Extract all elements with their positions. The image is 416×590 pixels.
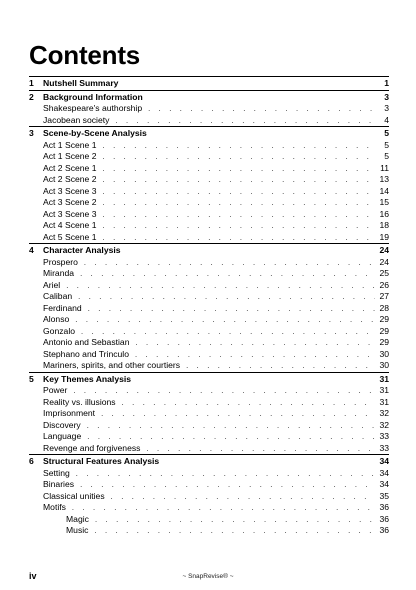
entry-page: 27 — [379, 291, 389, 301]
entry-page: 19 — [379, 231, 389, 242]
entry-page: 14 — [379, 185, 389, 196]
entry-page: 18 — [379, 220, 389, 230]
entry-page: 13 — [379, 174, 389, 184]
entry-page: 36 — [379, 502, 389, 512]
entry-title: Antonio and Sebastian — [43, 337, 130, 347]
dot-leader — [94, 525, 375, 537]
subentry-title: Magic — [66, 513, 89, 524]
entry-page: 30 — [379, 360, 389, 370]
entry-title: Reality vs. illusions — [43, 396, 116, 407]
dot-leader — [103, 140, 375, 152]
section-page: 1 — [384, 78, 389, 88]
dot-leader — [122, 397, 375, 409]
toc-entry[interactable] — [29, 186, 389, 198]
toc-entry[interactable] — [29, 360, 389, 372]
page-title: Contents — [29, 40, 141, 70]
section-title: Background Information — [43, 91, 143, 102]
entry-title: Act 3 Scene 3 — [43, 208, 97, 219]
dot-leader — [111, 491, 375, 503]
entry-title: Alonso — [43, 314, 70, 324]
entry-page: 32 — [379, 408, 389, 418]
dot-leader — [80, 479, 375, 491]
dot-leader — [103, 186, 375, 198]
entry-title: Act 1 Scene 1 — [43, 139, 97, 150]
entry-title: Act 3 Scene 3 — [43, 185, 97, 196]
toc-entry[interactable] — [29, 431, 389, 443]
entry-title: Prospero — [43, 256, 78, 267]
footer-brand: ~ SnapRevise® ~ — [182, 573, 234, 580]
entry-title: Ferdinand — [43, 302, 82, 313]
section-heading[interactable] — [29, 91, 389, 104]
toc-entry[interactable] — [29, 174, 389, 186]
entry-title: Revenge and forgiveness — [43, 442, 141, 453]
subentry-page: 36 — [379, 513, 389, 524]
dot-leader — [135, 337, 375, 349]
subentry-title: Music — [66, 525, 89, 535]
toc-entry[interactable] — [29, 491, 389, 503]
entry-page: 26 — [379, 279, 389, 290]
section-page: 24 — [379, 245, 389, 255]
section-heading[interactable] — [29, 127, 389, 140]
toc-section — [29, 90, 389, 127]
entry-title: Motifs — [43, 502, 66, 512]
section-number: 6 — [29, 456, 34, 466]
toc-section — [29, 372, 389, 455]
toc-entry[interactable] — [29, 197, 389, 209]
section-page: 5 — [384, 128, 389, 138]
entry-page: 35 — [379, 490, 389, 501]
toc-entry[interactable] — [29, 303, 389, 315]
dot-leader — [95, 514, 375, 526]
entry-page: 25 — [379, 268, 389, 278]
entry-page: 31 — [379, 396, 389, 407]
entry-page: 30 — [379, 348, 389, 359]
entry-page: 29 — [379, 325, 389, 336]
section-title: Structural Features Analysis — [43, 456, 160, 466]
entry-title: Classical unities — [43, 490, 105, 501]
section-heading[interactable] — [29, 373, 389, 386]
section-title: Character Analysis — [43, 245, 121, 255]
entry-page: 3 — [384, 103, 389, 113]
entry-title: Setting — [43, 467, 70, 478]
toc-entry[interactable] — [29, 151, 389, 163]
toc-section — [29, 126, 389, 243]
toc-entry[interactable] — [29, 314, 389, 326]
toc-entry[interactable] — [29, 397, 389, 409]
entry-title: Act 2 Scene 2 — [43, 174, 97, 184]
entry-page: 33 — [379, 431, 389, 441]
entry-page: 5 — [384, 151, 389, 161]
dot-leader — [103, 232, 375, 244]
entry-page: 16 — [379, 208, 389, 219]
entry-title: Jacobean society — [43, 114, 110, 125]
toc-entry[interactable] — [29, 140, 389, 152]
toc-entry[interactable] — [29, 115, 389, 127]
section-title: Nutshell Summary — [43, 78, 119, 88]
dot-leader — [87, 420, 375, 432]
table-of-contents — [29, 76, 389, 537]
entry-title: Act 2 Scene 1 — [43, 162, 97, 173]
dot-leader — [146, 443, 375, 455]
entry-title: Act 1 Scene 2 — [43, 151, 97, 161]
entry-title: Language — [43, 431, 82, 441]
dot-leader — [76, 468, 375, 480]
entry-page: 31 — [379, 385, 389, 395]
section-number: 5 — [29, 373, 34, 384]
toc-entry[interactable] — [29, 220, 389, 232]
dot-leader — [186, 360, 375, 372]
dot-leader — [78, 291, 375, 303]
entry-title: Shakespeare's authorship — [43, 103, 143, 113]
dot-leader — [115, 115, 375, 127]
dot-leader — [103, 151, 375, 163]
dot-leader — [148, 103, 375, 115]
toc-entry[interactable] — [29, 163, 389, 175]
section-number: 3 — [29, 128, 34, 138]
entry-title: Imprisonment — [43, 408, 96, 418]
entry-page: 5 — [384, 139, 389, 150]
toc-entry[interactable] — [29, 349, 389, 361]
entry-page: 29 — [379, 314, 389, 324]
toc-entry[interactable] — [29, 232, 389, 244]
section-number: 4 — [29, 245, 34, 255]
entry-title: Act 5 Scene 1 — [43, 231, 97, 242]
toc-entry[interactable] — [29, 385, 389, 397]
dot-leader — [101, 408, 375, 420]
toc-subentry[interactable] — [29, 525, 389, 537]
dot-leader — [75, 314, 375, 326]
toc-entry[interactable] — [29, 209, 389, 221]
toc-entry[interactable] — [29, 280, 389, 292]
section-heading[interactable] — [29, 244, 389, 257]
dot-leader — [103, 163, 375, 175]
section-page: 34 — [379, 456, 389, 466]
toc-entry[interactable] — [29, 408, 389, 420]
toc-section — [29, 243, 389, 372]
toc-section — [29, 76, 389, 90]
toc-entry[interactable] — [29, 502, 389, 514]
entry-title: Ariel — [43, 279, 61, 290]
entry-title: Act 4 Scene 1 — [43, 220, 97, 230]
entry-title: Mariners, spirits, and other courtiers — [43, 360, 181, 370]
entry-page: 33 — [379, 442, 389, 453]
dot-leader — [80, 268, 375, 280]
toc-entry[interactable] — [29, 479, 389, 491]
dot-leader — [135, 349, 375, 361]
section-heading[interactable] — [29, 455, 389, 468]
toc-entry[interactable] — [29, 468, 389, 480]
toc-entry[interactable] — [29, 443, 389, 455]
entry-title: Discovery — [43, 419, 81, 430]
entry-title: Act 3 Scene 2 — [43, 197, 97, 207]
entry-page: 24 — [379, 256, 389, 267]
section-number: 2 — [29, 91, 34, 102]
toc-entry[interactable] — [29, 291, 389, 303]
toc-entry[interactable] — [29, 420, 389, 432]
dot-leader — [103, 197, 375, 209]
dot-leader — [87, 431, 375, 443]
toc-entry[interactable] — [29, 337, 389, 349]
section-page: 31 — [379, 373, 389, 384]
footer-page-number: iv — [29, 571, 37, 581]
entry-title: Power — [43, 385, 68, 395]
entry-title: Gonzalo — [43, 325, 76, 336]
dot-leader — [103, 209, 375, 221]
toc-subentry[interactable] — [29, 514, 389, 526]
dot-leader — [66, 280, 375, 292]
dot-leader — [73, 385, 375, 397]
entry-title: Stephano and Trinculo — [43, 348, 130, 359]
section-number: 1 — [29, 78, 34, 88]
toc-entry[interactable] — [29, 326, 389, 338]
entry-page: 34 — [379, 479, 389, 489]
entry-page: 29 — [379, 337, 389, 347]
section-page: 3 — [384, 91, 389, 102]
entry-page: 11 — [380, 162, 389, 173]
toc-section — [29, 454, 389, 537]
toc-entry[interactable] — [29, 268, 389, 280]
section-title: Key Themes Analysis — [43, 373, 132, 384]
section-heading[interactable] — [29, 77, 389, 90]
entry-page: 15 — [379, 197, 389, 207]
entry-page: 4 — [384, 114, 389, 125]
entry-page: 34 — [379, 467, 389, 478]
toc-entry[interactable] — [29, 103, 389, 115]
entry-page: 32 — [379, 419, 389, 430]
toc-entry[interactable] — [29, 257, 389, 269]
dot-leader — [88, 303, 375, 315]
entry-title: Miranda — [43, 268, 75, 278]
dot-leader — [103, 220, 375, 232]
dot-leader — [84, 257, 375, 269]
dot-leader — [81, 326, 375, 338]
section-title: Scene-by-Scene Analysis — [43, 128, 147, 138]
subentry-page: 36 — [379, 525, 389, 535]
dot-leader — [72, 502, 375, 514]
dot-leader — [103, 174, 375, 186]
entry-title: Binaries — [43, 479, 75, 489]
entry-title: Caliban — [43, 291, 73, 301]
entry-page: 28 — [379, 302, 389, 313]
